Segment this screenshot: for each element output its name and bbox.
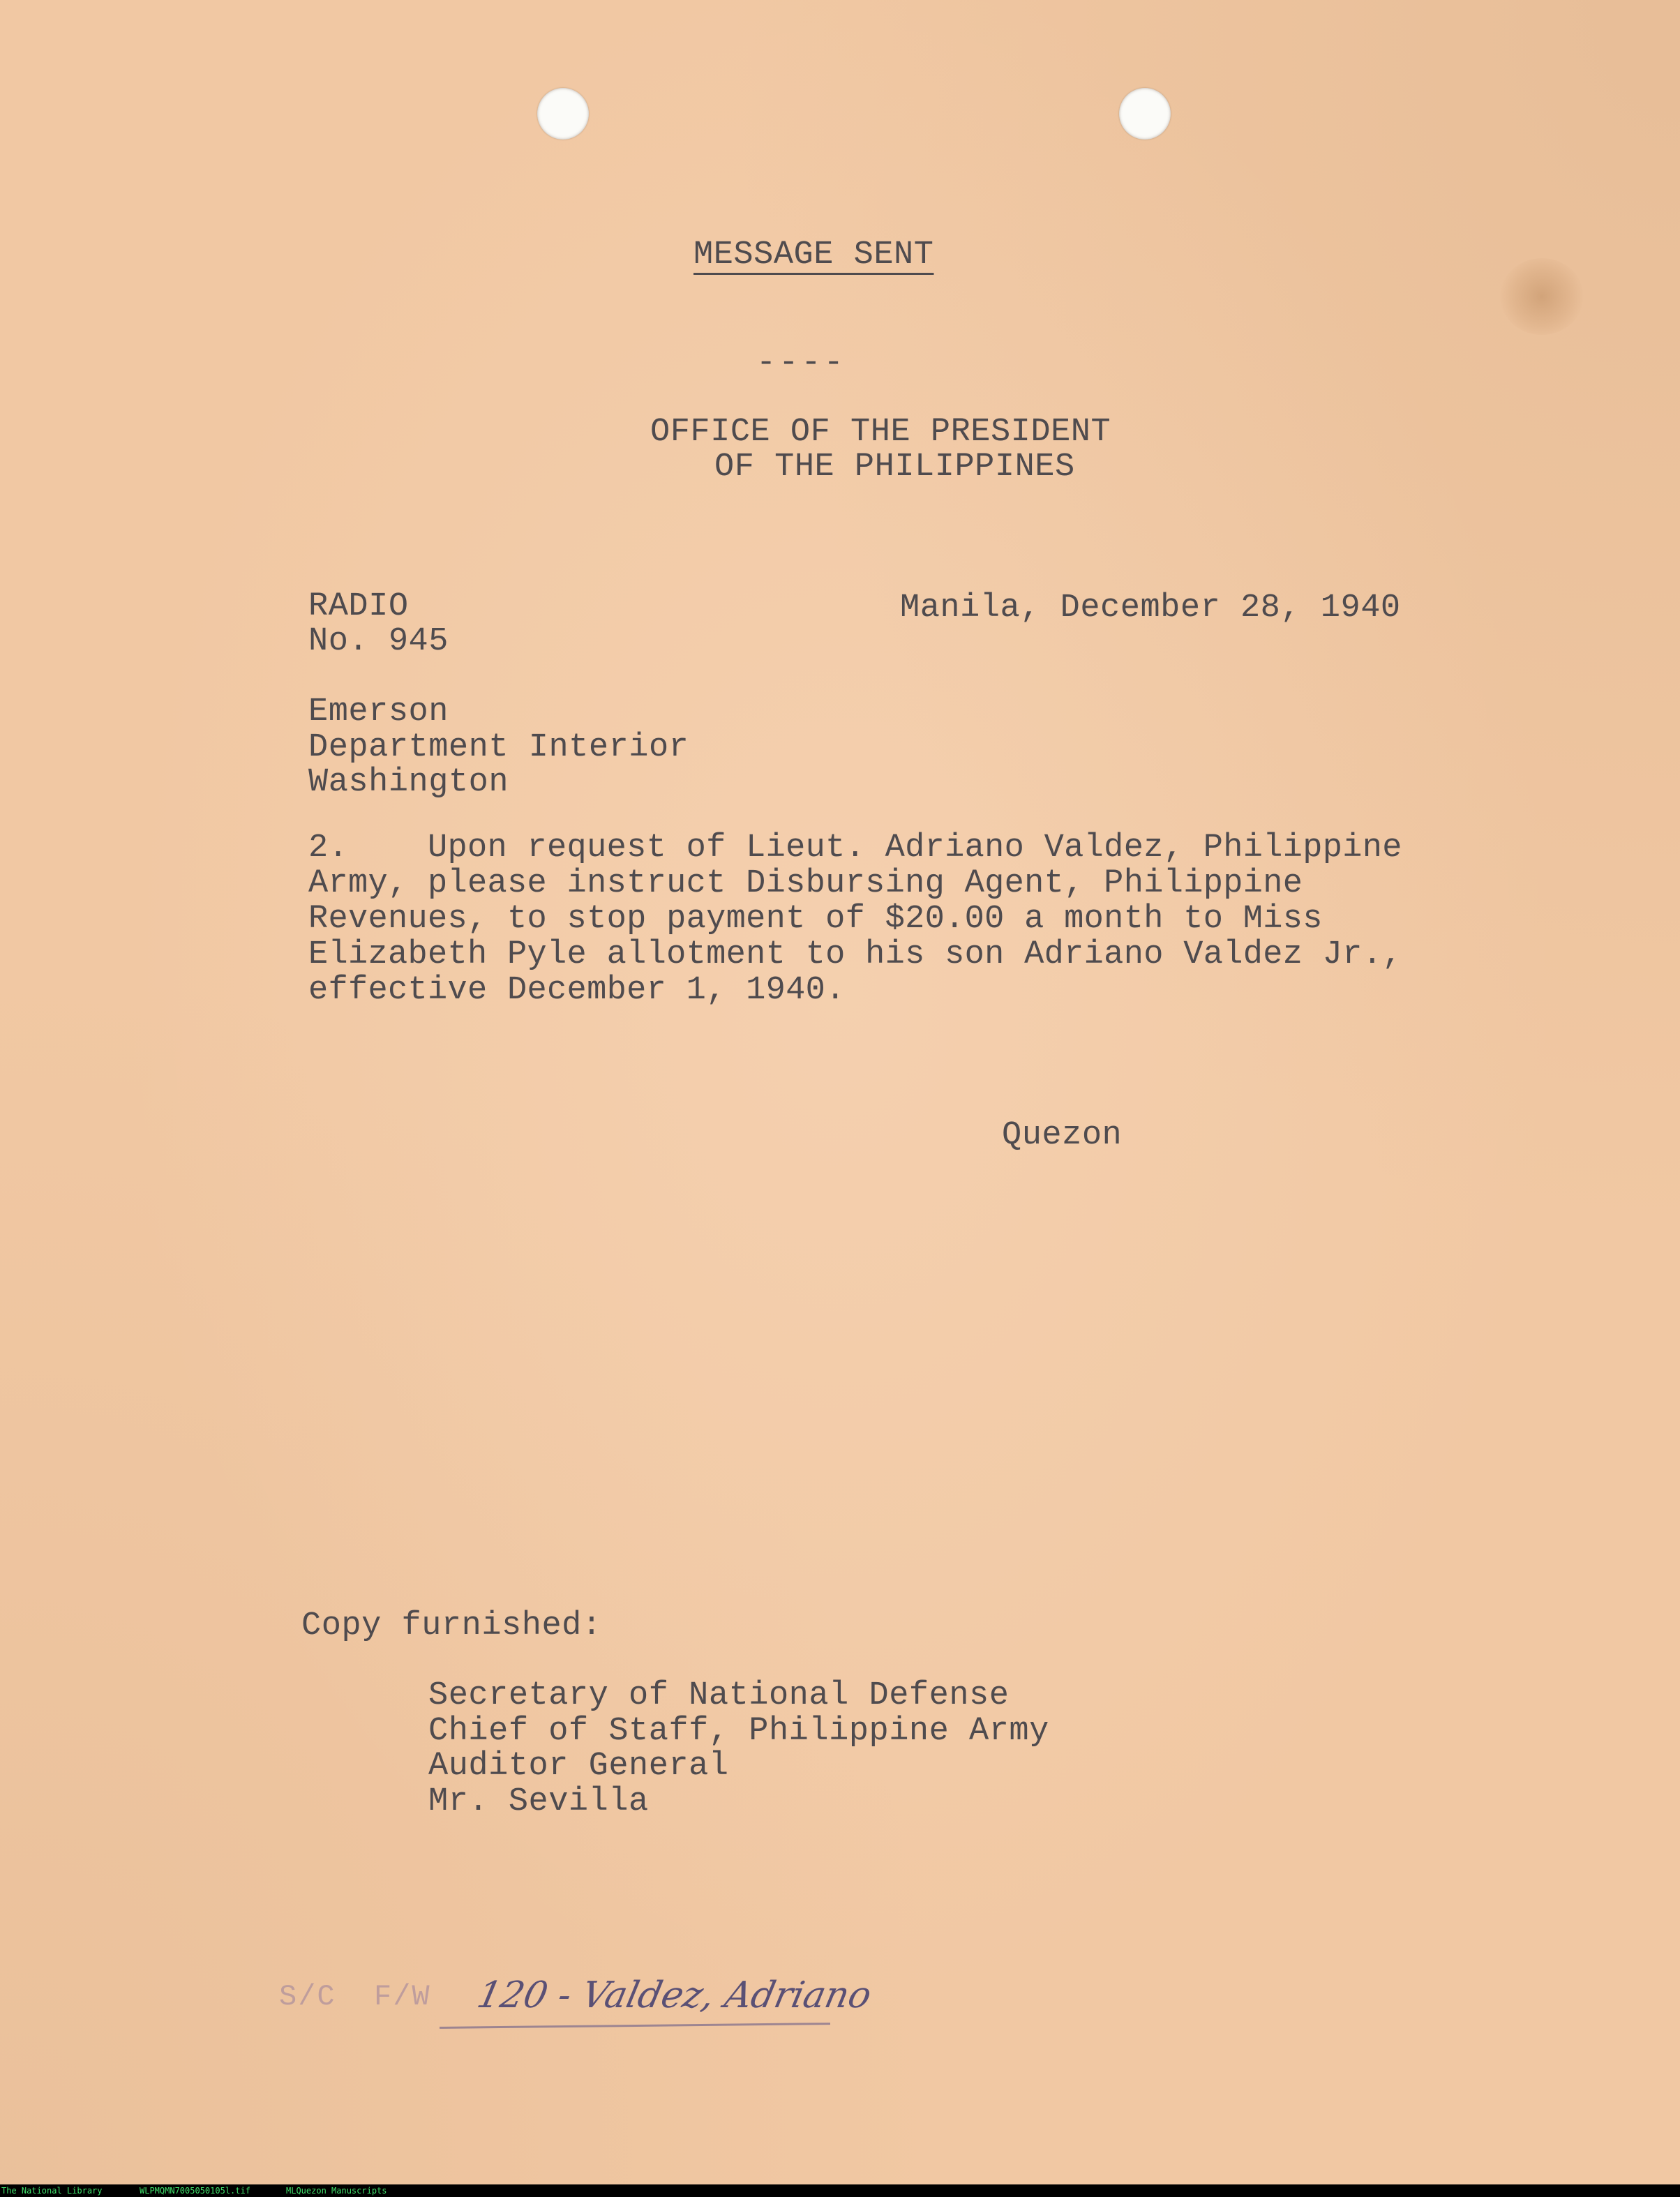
addressee-line: Washington <box>308 764 509 801</box>
body-line: 2. Upon request of Lieut. Adriano Valdez, Philippine <box>308 830 1402 867</box>
title-separator: ---- <box>756 345 846 382</box>
punch-hole-right <box>1119 88 1171 140</box>
copy-recipient: Secretary of National Defense <box>428 1677 1010 1714</box>
paper-stain <box>1500 258 1584 335</box>
punch-hole-left <box>537 88 589 140</box>
scan-footer-bar <box>0 2184 1680 2197</box>
radio-label: RADIO <box>308 588 409 625</box>
copy-recipients-list <box>428 1679 1049 1820</box>
copy-recipient: Chief of Staff, Philippine Army <box>428 1712 1049 1750</box>
body-line: Elizabeth Pyle allotment to his son Adriano Valdez Jr., <box>308 936 1402 973</box>
addressee-line: Emerson <box>308 693 449 730</box>
filing-stamp: S/C F/W <box>279 1980 431 2014</box>
filing-handwritten-note: 120 - Valdez, Adriano <box>473 1974 876 2016</box>
copy-furnished-label: Copy furnished: <box>301 1607 602 1644</box>
body-line: Army, please instruct Disbursing Agent, Philippine <box>308 865 1303 902</box>
copy-recipient: Mr. Sevilla <box>428 1783 649 1820</box>
body-line: effective December 1, 1940. <box>308 972 846 1009</box>
place-date: Manila, December 28, 1940 <box>900 590 1401 627</box>
addressee-line: Department Interior <box>308 728 689 766</box>
filing-annotation <box>279 1974 977 2051</box>
office-line-2: OF THE PHILIPPINES <box>714 449 1075 486</box>
radio-number: No. 945 <box>308 623 449 660</box>
office-line-1: OFFICE OF THE PRESIDENT <box>650 414 1111 451</box>
handwritten-underline <box>440 2023 830 2029</box>
footer-library: The National Library <box>1 2186 103 2196</box>
footer-file-id: WLPMQMN7005050105l.tif <box>140 2186 250 2196</box>
copy-recipient: Auditor General <box>428 1748 729 1785</box>
footer-collection: MLQuezon Manuscripts <box>286 2186 387 2196</box>
addressee-block <box>308 695 689 801</box>
message-body <box>308 830 1494 1008</box>
body-line: Revenues, to stop payment of $20.00 a month to Miss <box>308 901 1323 938</box>
document-title: MESSAGE SENT <box>693 237 934 273</box>
signature: Quezon <box>1002 1117 1123 1154</box>
